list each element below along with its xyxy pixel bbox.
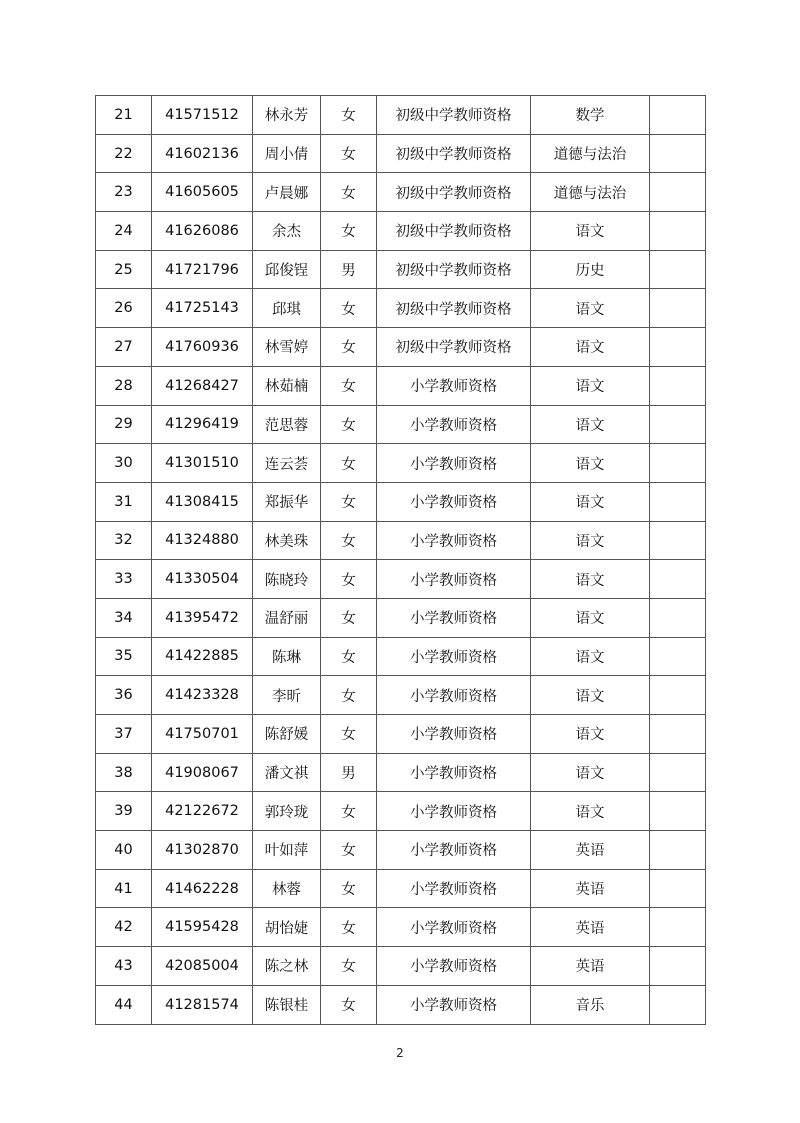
- row-number-cell: 25: [96, 250, 152, 289]
- candidate-name-cell: 郭玲珑: [253, 792, 321, 831]
- gender-cell: 女: [321, 560, 377, 599]
- candidate-id-cell: 41422885: [152, 637, 253, 676]
- candidate-name-cell: 邱俊锃: [253, 250, 321, 289]
- subject-cell: 英语: [531, 869, 650, 908]
- subject-cell: 英语: [531, 947, 650, 986]
- candidate-id-cell: 41395472: [152, 598, 253, 637]
- candidate-name-cell: 陈舒媛: [253, 715, 321, 754]
- row-number-cell: 42: [96, 908, 152, 947]
- roster-table-body: [96, 96, 706, 1025]
- qualification-cell: 小学教师资格: [377, 366, 531, 405]
- qualification-cell: 小学教师资格: [377, 753, 531, 792]
- qualification-cell: 小学教师资格: [377, 444, 531, 483]
- note-cell: [650, 598, 706, 637]
- note-cell: [650, 637, 706, 676]
- candidate-id-cell: 41462228: [152, 869, 253, 908]
- note-cell: [650, 96, 706, 135]
- table-row: [96, 96, 706, 135]
- table-row: [96, 250, 706, 289]
- qualification-cell: 小学教师资格: [377, 792, 531, 831]
- note-cell: [650, 134, 706, 173]
- row-number-cell: 41: [96, 869, 152, 908]
- qualification-cell: 初级中学教师资格: [377, 96, 531, 135]
- roster-table: [95, 95, 706, 1025]
- row-number-cell: 23: [96, 173, 152, 212]
- qualification-cell: 小学教师资格: [377, 676, 531, 715]
- candidate-name-cell: 陈银桂: [253, 985, 321, 1024]
- qualification-cell: 初级中学教师资格: [377, 289, 531, 328]
- candidate-id-cell: 41605605: [152, 173, 253, 212]
- candidate-name-cell: 陈琳: [253, 637, 321, 676]
- gender-cell: 女: [321, 985, 377, 1024]
- qualification-cell: 初级中学教师资格: [377, 212, 531, 251]
- row-number-cell: 24: [96, 212, 152, 251]
- subject-cell: 语文: [531, 405, 650, 444]
- table-row: [96, 560, 706, 599]
- row-number-cell: 39: [96, 792, 152, 831]
- candidate-name-cell: 陈之林: [253, 947, 321, 986]
- table-row: [96, 366, 706, 405]
- candidate-name-cell: 邱琪: [253, 289, 321, 328]
- table-row: [96, 831, 706, 870]
- row-number-cell: 30: [96, 444, 152, 483]
- row-number-cell: 32: [96, 521, 152, 560]
- note-cell: [650, 366, 706, 405]
- candidate-name-cell: 周小倩: [253, 134, 321, 173]
- qualification-cell: 小学教师资格: [377, 637, 531, 676]
- subject-cell: 语文: [531, 753, 650, 792]
- candidate-name-cell: 潘文祺: [253, 753, 321, 792]
- table-row: [96, 792, 706, 831]
- candidate-id-cell: 41308415: [152, 482, 253, 521]
- gender-cell: 女: [321, 869, 377, 908]
- candidate-name-cell: 林茹楠: [253, 366, 321, 405]
- note-cell: [650, 173, 706, 212]
- candidate-name-cell: 卢晨娜: [253, 173, 321, 212]
- subject-cell: 语文: [531, 715, 650, 754]
- row-number-cell: 26: [96, 289, 152, 328]
- note-cell: [650, 676, 706, 715]
- gender-cell: 女: [321, 328, 377, 367]
- table-row: [96, 289, 706, 328]
- row-number-cell: 22: [96, 134, 152, 173]
- subject-cell: 语文: [531, 328, 650, 367]
- qualification-cell: 小学教师资格: [377, 869, 531, 908]
- table-row: [96, 985, 706, 1024]
- note-cell: [650, 908, 706, 947]
- row-number-cell: 21: [96, 96, 152, 135]
- note-cell: [650, 444, 706, 483]
- qualification-cell: 小学教师资格: [377, 947, 531, 986]
- note-cell: [650, 560, 706, 599]
- table-row: [96, 753, 706, 792]
- gender-cell: 女: [321, 134, 377, 173]
- candidate-id-cell: 41908067: [152, 753, 253, 792]
- candidate-id-cell: 42122672: [152, 792, 253, 831]
- gender-cell: 女: [321, 289, 377, 328]
- candidate-name-cell: 胡怡婕: [253, 908, 321, 947]
- qualification-cell: 小学教师资格: [377, 482, 531, 521]
- note-cell: [650, 869, 706, 908]
- note-cell: [650, 753, 706, 792]
- candidate-id-cell: 41268427: [152, 366, 253, 405]
- page-number: 2: [396, 1046, 404, 1060]
- row-number-cell: 40: [96, 831, 152, 870]
- gender-cell: 女: [321, 173, 377, 212]
- table-row: [96, 405, 706, 444]
- candidate-name-cell: 郑振华: [253, 482, 321, 521]
- table-row: [96, 134, 706, 173]
- gender-cell: 男: [321, 250, 377, 289]
- gender-cell: 男: [321, 753, 377, 792]
- gender-cell: 女: [321, 792, 377, 831]
- subject-cell: 语文: [531, 560, 650, 599]
- candidate-name-cell: 林蓉: [253, 869, 321, 908]
- qualification-cell: 小学教师资格: [377, 405, 531, 444]
- table-row: [96, 676, 706, 715]
- candidate-id-cell: 41750701: [152, 715, 253, 754]
- candidate-name-cell: 连云荟: [253, 444, 321, 483]
- table-row: [96, 482, 706, 521]
- note-cell: [650, 289, 706, 328]
- row-number-cell: 43: [96, 947, 152, 986]
- candidate-id-cell: 41602136: [152, 134, 253, 173]
- candidate-name-cell: 范思蓉: [253, 405, 321, 444]
- gender-cell: 女: [321, 212, 377, 251]
- table-row: [96, 521, 706, 560]
- qualification-cell: 初级中学教师资格: [377, 134, 531, 173]
- row-number-cell: 31: [96, 482, 152, 521]
- row-number-cell: 34: [96, 598, 152, 637]
- row-number-cell: 27: [96, 328, 152, 367]
- note-cell: [650, 985, 706, 1024]
- subject-cell: 历史: [531, 250, 650, 289]
- subject-cell: 英语: [531, 908, 650, 947]
- subject-cell: 语文: [531, 637, 650, 676]
- table-row: [96, 328, 706, 367]
- note-cell: [650, 405, 706, 444]
- qualification-cell: 初级中学教师资格: [377, 173, 531, 212]
- candidate-name-cell: 余杰: [253, 212, 321, 251]
- candidate-name-cell: 叶如萍: [253, 831, 321, 870]
- qualification-cell: 小学教师资格: [377, 831, 531, 870]
- qualification-cell: 小学教师资格: [377, 598, 531, 637]
- table-row: [96, 715, 706, 754]
- candidate-id-cell: 41330504: [152, 560, 253, 599]
- candidate-name-cell: 林永芳: [253, 96, 321, 135]
- subject-cell: 语文: [531, 792, 650, 831]
- row-number-cell: 38: [96, 753, 152, 792]
- note-cell: [650, 947, 706, 986]
- candidate-id-cell: 41301510: [152, 444, 253, 483]
- note-cell: [650, 792, 706, 831]
- qualification-cell: 初级中学教师资格: [377, 250, 531, 289]
- table-row: [96, 947, 706, 986]
- row-number-cell: 36: [96, 676, 152, 715]
- qualification-cell: 小学教师资格: [377, 908, 531, 947]
- candidate-name-cell: 林雪婷: [253, 328, 321, 367]
- candidate-name-cell: 温舒丽: [253, 598, 321, 637]
- note-cell: [650, 212, 706, 251]
- candidate-id-cell: 41760936: [152, 328, 253, 367]
- gender-cell: 女: [321, 521, 377, 560]
- subject-cell: 英语: [531, 831, 650, 870]
- gender-cell: 女: [321, 947, 377, 986]
- qualification-cell: 小学教师资格: [377, 985, 531, 1024]
- subject-cell: 道德与法治: [531, 134, 650, 173]
- subject-cell: 语文: [531, 521, 650, 560]
- gender-cell: 女: [321, 482, 377, 521]
- candidate-id-cell: 41281574: [152, 985, 253, 1024]
- table-row: [96, 637, 706, 676]
- candidate-id-cell: 41595428: [152, 908, 253, 947]
- gender-cell: 女: [321, 405, 377, 444]
- table-row: [96, 908, 706, 947]
- table-row: [96, 173, 706, 212]
- row-number-cell: 44: [96, 985, 152, 1024]
- row-number-cell: 37: [96, 715, 152, 754]
- candidate-id-cell: 41423328: [152, 676, 253, 715]
- subject-cell: 语文: [531, 676, 650, 715]
- gender-cell: 女: [321, 444, 377, 483]
- row-number-cell: 35: [96, 637, 152, 676]
- row-number-cell: 33: [96, 560, 152, 599]
- gender-cell: 女: [321, 831, 377, 870]
- gender-cell: 女: [321, 96, 377, 135]
- candidate-id-cell: 41296419: [152, 405, 253, 444]
- table-row: [96, 869, 706, 908]
- gender-cell: 女: [321, 637, 377, 676]
- note-cell: [650, 715, 706, 754]
- subject-cell: 道德与法治: [531, 173, 650, 212]
- candidate-id-cell: 42085004: [152, 947, 253, 986]
- note-cell: [650, 250, 706, 289]
- gender-cell: 女: [321, 715, 377, 754]
- candidate-id-cell: 41302870: [152, 831, 253, 870]
- note-cell: [650, 831, 706, 870]
- candidate-id-cell: 41721796: [152, 250, 253, 289]
- row-number-cell: 29: [96, 405, 152, 444]
- subject-cell: 语文: [531, 444, 650, 483]
- candidate-name-cell: 李昕: [253, 676, 321, 715]
- note-cell: [650, 482, 706, 521]
- candidate-name-cell: 林美珠: [253, 521, 321, 560]
- subject-cell: 语文: [531, 366, 650, 405]
- subject-cell: 语文: [531, 212, 650, 251]
- candidate-id-cell: 41725143: [152, 289, 253, 328]
- gender-cell: 女: [321, 908, 377, 947]
- table-row: [96, 212, 706, 251]
- note-cell: [650, 328, 706, 367]
- gender-cell: 女: [321, 676, 377, 715]
- subject-cell: 语文: [531, 289, 650, 328]
- subject-cell: 语文: [531, 482, 650, 521]
- note-cell: [650, 521, 706, 560]
- subject-cell: 音乐: [531, 985, 650, 1024]
- candidate-id-cell: 41626086: [152, 212, 253, 251]
- candidate-id-cell: 41571512: [152, 96, 253, 135]
- candidate-id-cell: 41324880: [152, 521, 253, 560]
- table-row: [96, 598, 706, 637]
- subject-cell: 数学: [531, 96, 650, 135]
- qualification-cell: 小学教师资格: [377, 521, 531, 560]
- qualification-cell: 初级中学教师资格: [377, 328, 531, 367]
- qualification-cell: 小学教师资格: [377, 560, 531, 599]
- table-row: [96, 444, 706, 483]
- gender-cell: 女: [321, 598, 377, 637]
- subject-cell: 语文: [531, 598, 650, 637]
- qualification-cell: 小学教师资格: [377, 715, 531, 754]
- row-number-cell: 28: [96, 366, 152, 405]
- gender-cell: 女: [321, 366, 377, 405]
- candidate-name-cell: 陈晓玲: [253, 560, 321, 599]
